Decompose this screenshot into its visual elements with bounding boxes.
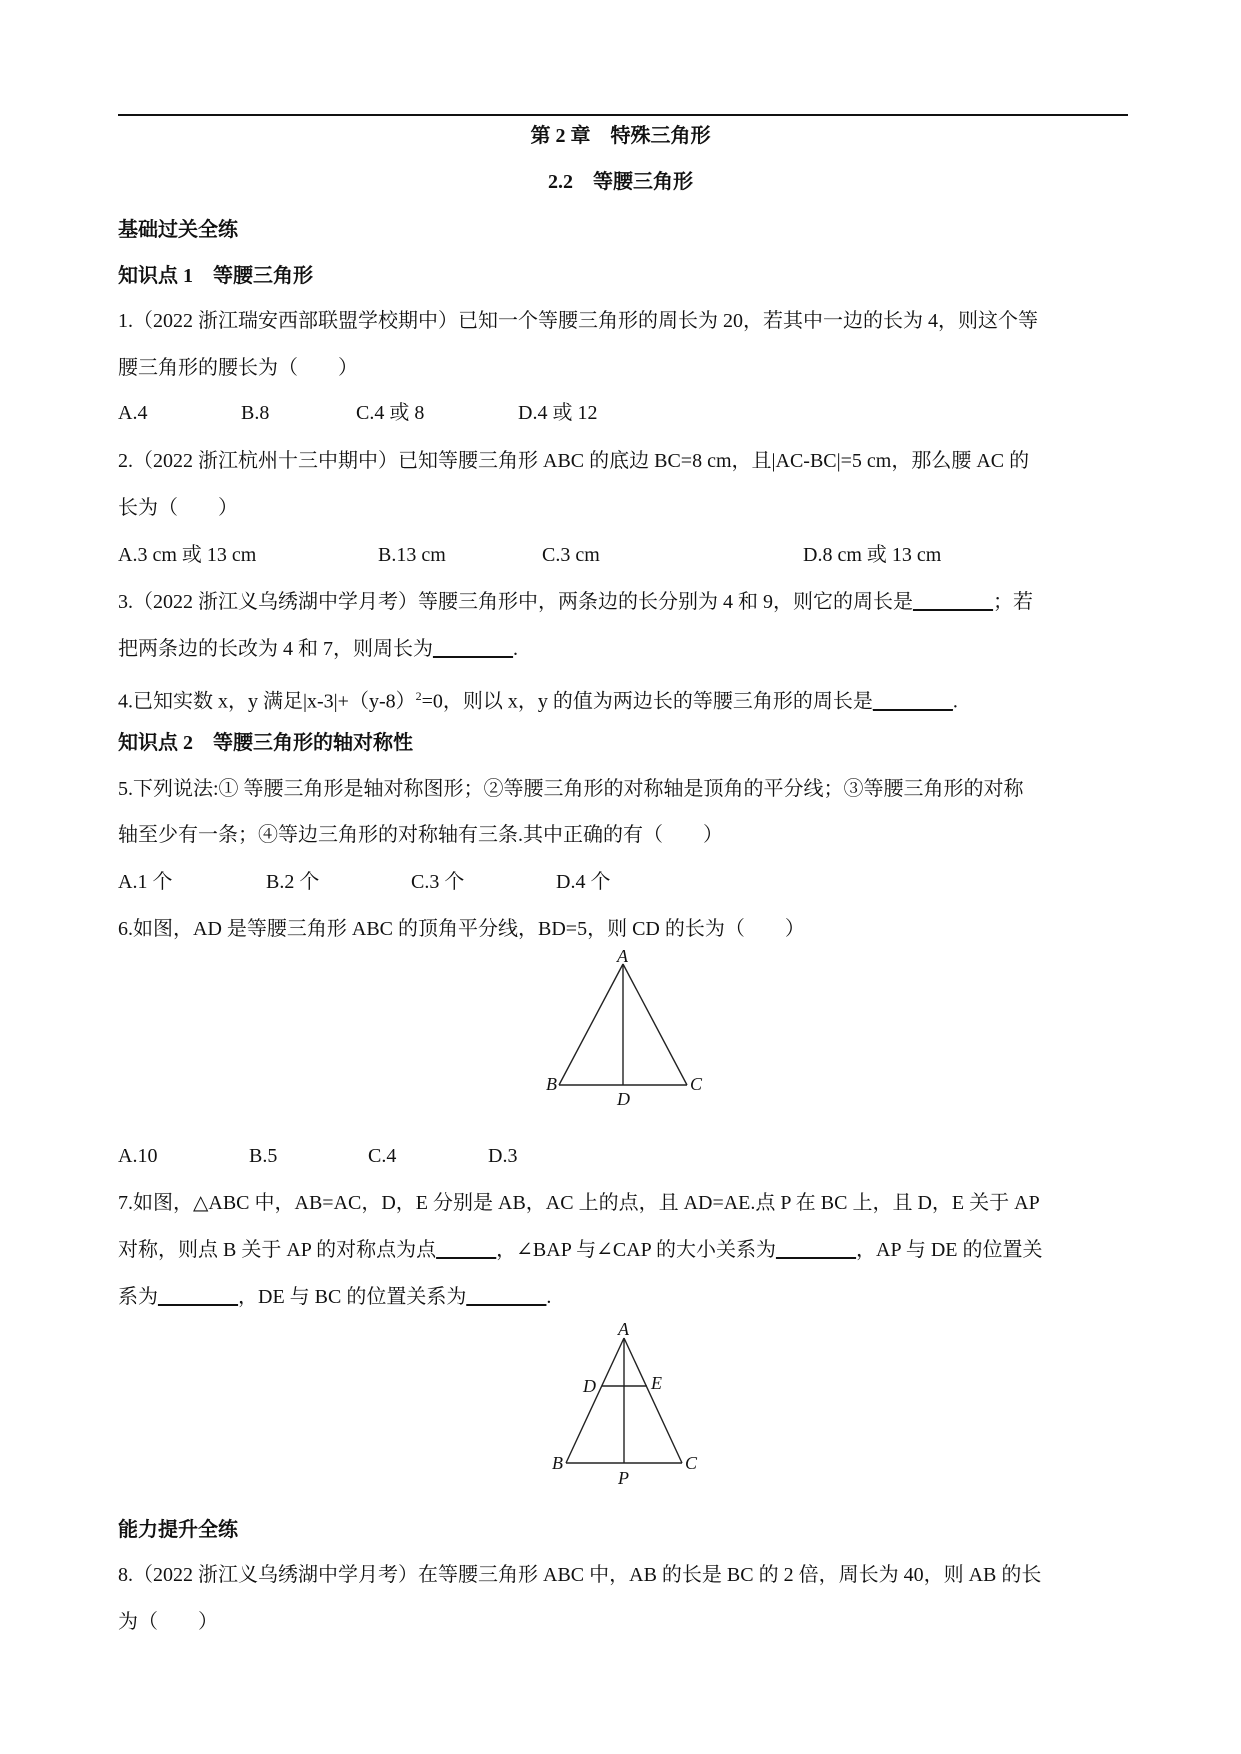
q5-line-1: 5.下列说法:① 等腰三角形是轴对称图形；②等腰三角形的对称轴是顶角的平分线；③等腰三角形的对称 [118, 778, 1024, 800]
kp1-title: 知识点 1 [118, 265, 193, 287]
q2-line-2: 长为（ ） [118, 497, 238, 519]
q7-label-d: D [583, 1376, 596, 1396]
q7-side-ab [566, 1338, 624, 1463]
q1-line-1: 1.（2022 浙江瑞安西部联盟学校期中）已知一个等腰三角形的周长为 20，若其中一边的长为 4，则这个等 [118, 310, 1038, 332]
kp1-name: 等腰三角形 [213, 265, 313, 287]
q6-line: 6.如图，AD 是等腰三角形 ABC 的顶角平分线，BD=5，则 CD 的长为（ ） [118, 918, 805, 940]
advanced-heading: 能力提升全练 [118, 1519, 238, 1541]
q3-line-1 [118, 590, 1033, 614]
kp2-name: 等腰三角形的轴对称性 [213, 732, 413, 754]
q3-text-1-end: ；若 [993, 591, 1033, 613]
q8-line-1: 8.（2022 浙江义乌绣湖中学月考）在等腰三角形 ABC 中，AB 的长是 BC 的 2 倍，周长为 40，则 AB 的长 [118, 1564, 1042, 1586]
q1-line-2: 腰三角形的腰长为（ ） [118, 357, 358, 379]
q6-figure [530, 946, 730, 1110]
q8-line-2: 为（ ） [118, 1611, 218, 1633]
q6-side-ab [559, 964, 623, 1085]
q7-label-e: E [651, 1373, 662, 1393]
q7-label-p: P [618, 1468, 629, 1488]
q7-blank-4: ________ [466, 1286, 547, 1308]
q2-option-d: D.8 cm 或 13 cm [803, 544, 942, 566]
q2-option-b: B.13 cm [378, 544, 446, 566]
q7-text-3c: . [546, 1286, 552, 1308]
q3-line-2 [118, 637, 518, 661]
q7-label-b: B [552, 1453, 563, 1473]
q4-text-2: =0，则以 x，y 的值为两边长的等腰三角形的周长是 [421, 690, 873, 713]
q7-line-1: 7.如图，△ABC 中，AB=AC，D，E 分别是 AB，AC 上的点，且 AD=AE.点 P 在 BC 上，且 D，E 关于 AP [118, 1192, 1040, 1214]
chapter-title: 第 2 章 特殊三角形 [530, 125, 711, 147]
q4-text: 4.已知实数 x，y 满足|x-3|+（y-8） [118, 690, 416, 713]
q5-option-a: A.1 个 [118, 871, 173, 893]
q4-end: . [952, 690, 958, 713]
q5-option-d: D.4 个 [556, 871, 611, 893]
q4-blank: ________ [872, 690, 953, 713]
q1-option-d: D.4 或 12 [518, 402, 598, 424]
q7-line-3 [118, 1285, 551, 1309]
q7-text-2a: 对称，则点 B 关于 AP 的对称点为点 [118, 1239, 437, 1261]
kp2-title: 知识点 2 [118, 732, 193, 754]
q5-option-c: C.3 个 [411, 871, 465, 893]
q1-option-a: A.4 [118, 402, 148, 424]
q3-text-2: 把两条边的长改为 4 和 7，则周长为 [118, 638, 433, 660]
q3-text-1: 3.（2022 浙江义乌绣湖中学月考）等腰三角形中，两条边的长分别为 4 和 9，则它的周长是 [118, 591, 913, 613]
q7-text-2b: ，∠BAP 与∠CAP 的大小关系为 [496, 1239, 777, 1261]
q7-side-ac [624, 1338, 682, 1463]
q5-line-2: 轴至少有一条；④等边三角形的对称轴有三条.其中正确的有（ ） [118, 824, 723, 846]
knowledge-point-1 [118, 264, 313, 288]
q3-text-2-end: . [513, 638, 518, 660]
q7-blank-3: ________ [158, 1286, 238, 1308]
q6-label-c: C [690, 1074, 703, 1094]
q6-option-c: C.4 [368, 1145, 397, 1167]
q7-blank-2: ________ [776, 1239, 857, 1261]
q6-option-a: A.10 [118, 1145, 158, 1167]
basic-heading: 基础过关全练 [118, 219, 238, 241]
q1-option-b: B.8 [241, 402, 270, 424]
q6-side-ac [623, 964, 687, 1085]
q6-label-b: B [546, 1074, 557, 1094]
q1-option-c: C.4 或 8 [356, 402, 425, 424]
q7-line-2 [118, 1238, 1043, 1262]
header-rule [118, 114, 1128, 116]
q3-blank-2: ________ [433, 638, 513, 660]
q4-line [118, 684, 958, 714]
q7-text-2c: ，AP 与 DE 的位置关 [856, 1239, 1043, 1261]
q5-option-b: B.2 个 [266, 871, 320, 893]
q4-exponent: 2 [415, 689, 422, 703]
q6-label-a: A [617, 946, 628, 966]
q6-option-d: D.3 [488, 1145, 518, 1167]
q7-blank-1: ______ [436, 1239, 497, 1261]
section-title: 2.2 等腰三角形 [548, 171, 693, 193]
q6-label-d: D [617, 1089, 630, 1109]
q3-blank-1: ________ [913, 591, 993, 613]
q7-label-a: A [618, 1319, 629, 1339]
q7-figure [530, 1319, 730, 1488]
q7-text-3a: 系为 [118, 1286, 158, 1308]
q2-option-a: A.3 cm 或 13 cm [118, 544, 257, 566]
knowledge-point-2 [118, 731, 413, 755]
q7-text-3b: ，DE 与 BC 的位置关系为 [238, 1286, 467, 1308]
q7-label-c: C [685, 1453, 698, 1473]
q2-option-c: C.3 cm [542, 544, 600, 566]
q6-option-b: B.5 [249, 1145, 278, 1167]
q2-line-1: 2.（2022 浙江杭州十三中期中）已知等腰三角形 ABC 的底边 BC=8 cm，且|AC-BC|=5 cm，那么腰 AC 的 [118, 450, 1030, 472]
